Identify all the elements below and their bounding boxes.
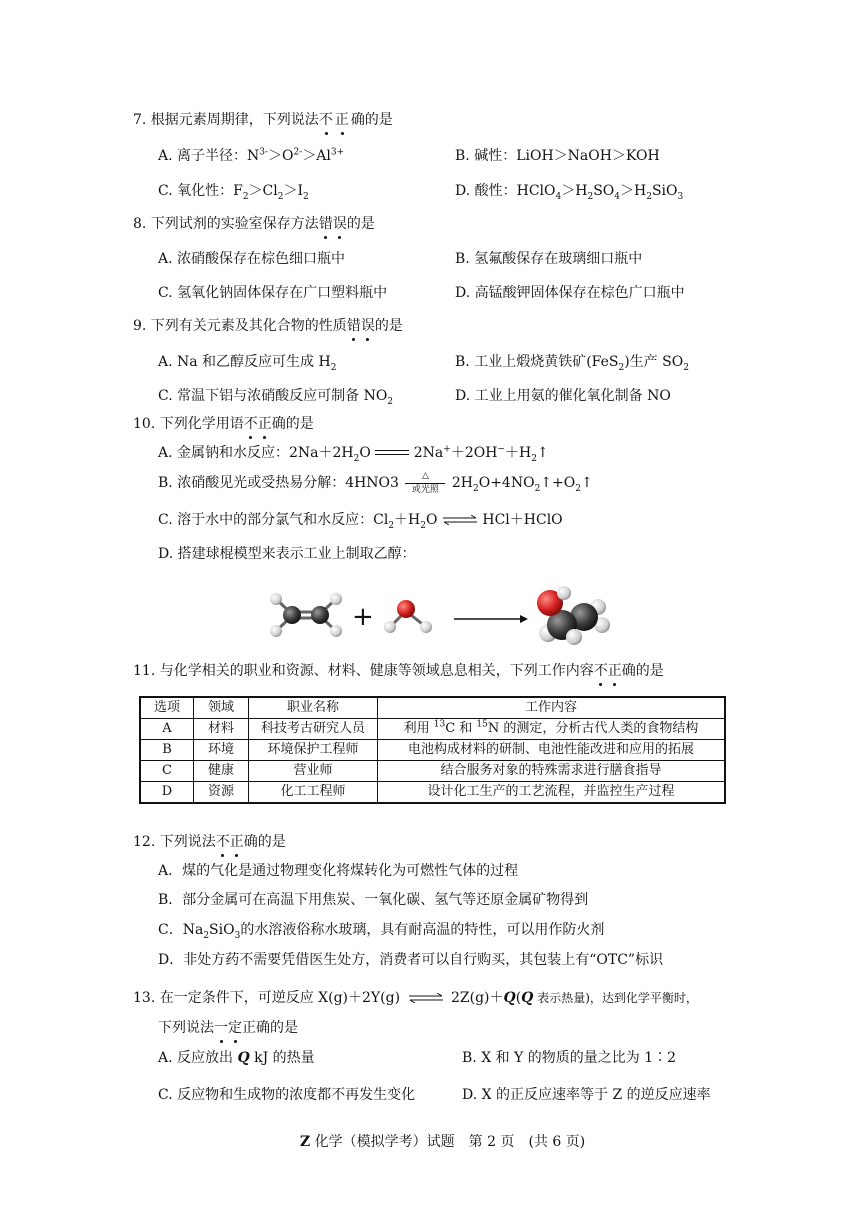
page-footer: Z 化学（模拟学考）试题 第 2 页 (共 6 页) [300,1134,586,1150]
table-cell: B [140,740,194,761]
q9-option-c: C. 常温下铝与浓硝酸反应可制备 $NO_2$ [158,388,394,407]
q13-option-d: D. X 的正反应速率等于 Z 的逆反应速率 [462,1087,711,1103]
q10-stem: 10. 下列化学用语不正确的是 [133,416,314,432]
header-cell: 职业名称 [249,697,378,719]
table-row [140,719,725,740]
emphasis-char: 正 [334,112,351,128]
ethylene-model [270,593,342,637]
ball-stick-model-figure [262,585,622,647]
q13-option-a: A. 反应放出 Q kJ 的热量 [158,1050,315,1066]
table-row [140,740,725,761]
q12-option-b: B．部分金属可在高温下用焦炭、一氧化碳、氢气等还原金属矿物得到 [158,892,589,908]
emphasis-char: 误 [360,318,375,334]
emphasis-char: 正 [229,834,244,850]
q8-option-a: A. 浓硝酸保存在棕色细口瓶中 [158,251,346,267]
q10-option-a: A. 金属钠和水反应：$2Na+2H_2O$ $2Na^++2OH^-+H_2↑$ [158,444,549,464]
table-cell: 环境 [194,740,249,761]
ethanol-model [537,586,610,645]
table-cell: 电池构成材料的研制、电池性能改进和应用的拓展 [378,740,726,761]
table-cell: D [140,782,194,804]
table-row [140,782,725,804]
reversible-arrow-icon [405,993,447,1003]
q10-option-c: C. 溶于水中的部分氯气和水反应：$Cl_2+H_2O$ HCl＋HClO [158,512,563,531]
equals-sign [375,449,409,457]
q8-option-d: D. 高锰酸钾固体保存在棕色广口瓶中 [455,285,685,301]
table-cell: 化工工程师 [249,782,378,804]
header-cell: 选项 [140,697,194,719]
table-cell: 设计化工生产的工艺流程，并监控生产过程 [378,782,726,804]
q10-option-d: D. 搭建球棍模型来表示工业上制取乙醇： [158,546,416,562]
q7-option-a: A. 离子半径：$N^{3-}>O^{2-}>Al^{3+}$ [158,147,345,164]
q13-stem-line1: 13. 在一定条件下，可逆反应 X(g)＋2Y(g) 2Z(g)＋Q(Q 表示热量)，达到化学平衡时， [133,990,698,1006]
emphasis-char: 不 [215,834,230,850]
emphasis-char: 不 [593,663,608,679]
q7-option-b: B. 碱性：LiOH＞NaOH＞KOH [455,148,660,164]
emphasis-char: 错 [346,318,361,334]
table-cell: 利用 $^{13}$C 和 $^{15}$N 的测定，分析古代人类的食物结构 [378,719,726,740]
q12-stem: 12. 下列说法不正确的是 [133,834,286,850]
emphasis-char: 不 [318,112,335,128]
q13-option-c: C. 反应物和生成物的浓度都不再发生变化 [158,1087,416,1103]
table-cell: 结合服务对象的特殊需求进行膳食指导 [378,761,726,782]
q13-stem-line2: 下列说法一定正确的是 [158,1020,298,1036]
q8-option-b: B. 氢氟酸保存在玻璃细口瓶中 [455,251,643,267]
emphasis-char: 一 [214,1020,228,1036]
table-cell: 健康 [194,761,249,782]
reaction-condition-arrow: △ 或光照 [403,473,447,493]
q10-option-b: B. 浓硝酸见光或受热易分解：4HNO3 △ 或光照 $2H_2O+4NO_2↑+O_2↑$ [158,471,593,495]
q9-option-d: D. 工业上用氨的催化氧化制备 NO [455,388,671,404]
table-cell: 材料 [194,719,249,740]
emphasis-char: 错 [318,216,333,232]
q11-stem: 11. 与化学相关的职业和资源、材料、健康等领域息息相关，下列工作内容不正确的是 [133,663,664,679]
table-cell: 营业师 [249,761,378,782]
q7-option-d: D. 酸性：$HClO_4>H_2SO_4>H_2SiO_3$ [455,183,684,202]
table-cell: 科技考古研究人员 [249,719,378,740]
q12-option-a: A．煤的气化是通过物理变化将煤转化为可燃性气体的过程 [158,863,519,879]
reaction-arrow-icon [454,615,528,623]
emphasis-char: 不 [243,416,258,432]
q7-option-c: C. 氧化性：$F_2>Cl_2>I_2$ [158,183,309,202]
emphasis-char: 正 [257,416,272,432]
emphasis-char: 正 [607,663,622,679]
q9-option-b: B. 工业上煅烧黄铁矿(FeS$_2$)生产 $SO_2$ [455,354,689,373]
table-cell: 环境保护工程师 [249,740,378,761]
q12-option-d: D．非处方药不需要凭借医生处方，消费者可以自行购买，其包装上有“OTC”标识 [158,952,664,968]
header-cell: 领域 [194,697,249,719]
emphasis-char: 定 [228,1020,242,1036]
q8-stem: 8. 下列试剂的实验室保存方法错误的是 [133,216,375,232]
q9-option-a: A. Na 和乙醇反应可生成 $H_2$ [158,354,337,373]
table-row [140,761,725,782]
emphasis-text [319,112,351,128]
table-cell: A [140,719,194,740]
table-header-row [140,697,725,719]
emphasis-char: 误 [332,216,347,232]
q9-stem: 9. 下列有关元素及其化合物的性质错误的是 [133,318,403,334]
plus-sign: + [352,602,374,632]
q12-option-c: C．$Na_2SiO_3$的水溶液俗称水玻璃，具有耐高温的特性，可以用作防火剂 [158,922,605,941]
header-cell: 工作内容 [378,697,726,719]
reversible-arrow-icon [442,515,478,525]
table-cell: C [140,761,194,782]
occupation-table [139,696,726,804]
q7-stem: 7. 根据元素周期律，下列说法不正确的是 [133,112,393,128]
q8-option-c: C. 氢氧化钠固体保存在广口塑料瓶中 [158,285,388,301]
q13-option-b: B. X 和 Y 的物质的量之比为 1∶2 [462,1050,677,1066]
table-cell: 资源 [194,782,249,804]
water-model [384,600,432,633]
